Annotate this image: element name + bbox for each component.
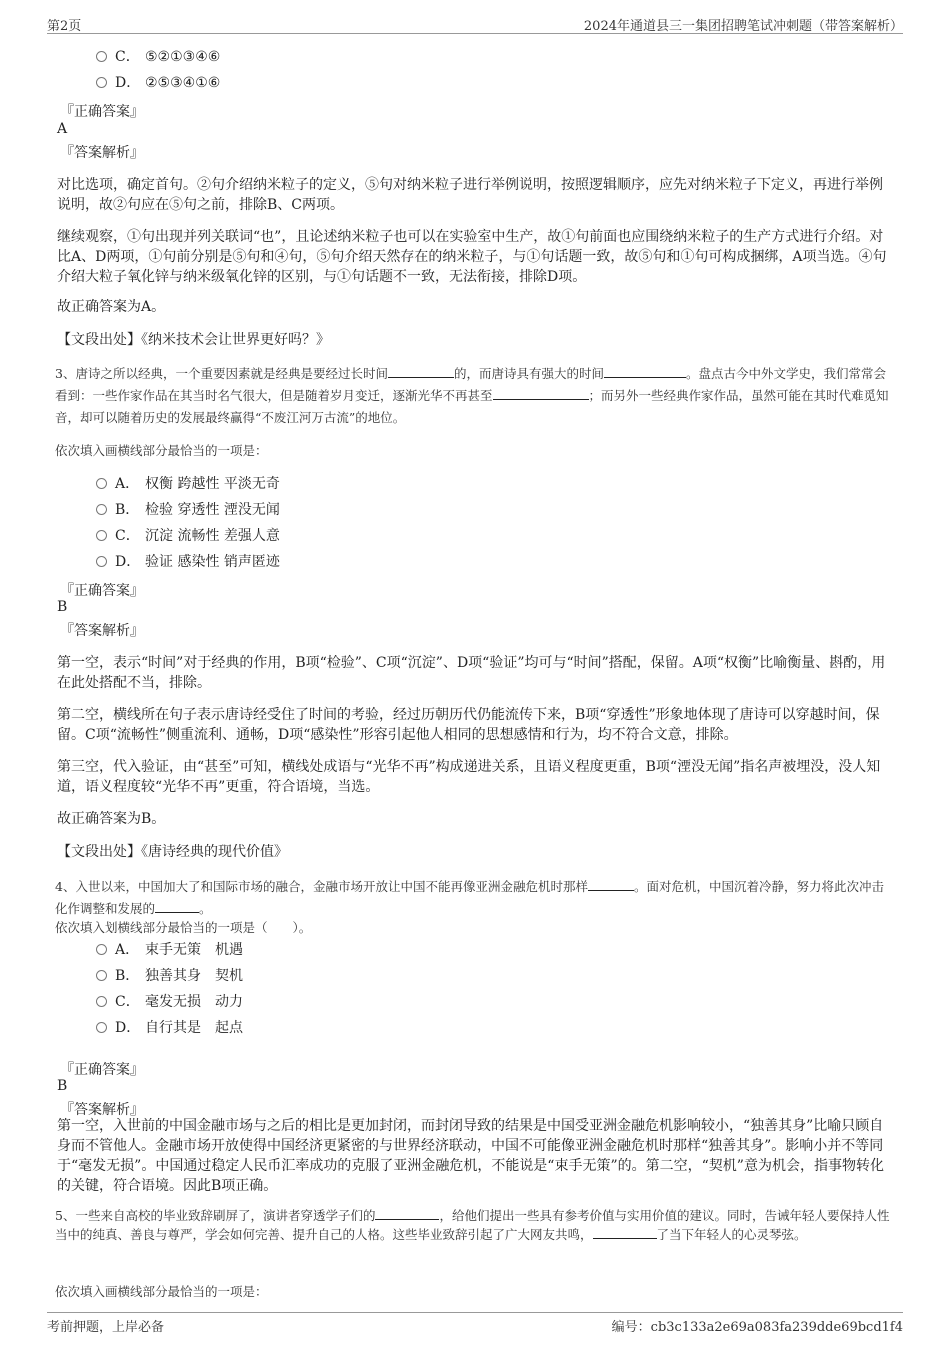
- option-d[interactable]: D． 自行其是 起点: [96, 1018, 243, 1038]
- answer-value: A: [57, 121, 68, 137]
- page-number: 第2页: [47, 19, 82, 34]
- option-d[interactable]: D． 验证 感染性 销声匿迹: [96, 552, 280, 572]
- option-c[interactable]: C． 沉淀 流畅性 差强人意: [96, 526, 280, 546]
- answer-blank: [593, 1225, 657, 1239]
- option-c[interactable]: C． 毫发无损 动力: [96, 992, 243, 1012]
- analysis-paragraph: 第一空，入世前的中国金融市场与之后的相比是更加封闭，而封闭导致的结果是中国受亚洲金融危机影响较小，“独善其身”比喻只顾自身而不管他人。金融市场开放使得中国经济更紧密的与世界经济联动，中国不可能像亚洲金融危机时那样“独善其身”。影响小并不等同于“毫发无损”。中国通过稳定人民币汇率成功的克服了亚洲金融危机，不能说是“束手无策”的。第二空，“契机”意为机会，指事物转化的关键，符合语境。因此B项正确。: [57, 1118, 884, 1194]
- radio-icon[interactable]: [96, 944, 107, 955]
- source-citation: 【文段出处】《纳米技术会让世界更好吗？》: [57, 332, 330, 348]
- analysis-paragraph: 第三空，代入验证，由“甚至”可知，横线处成语与“光华不再”构成递进关系，且语义程度更重，B项“湮没无闻”指名声被埋没，没人知道，语义程度较“光华不再”更重，符合语境，当选。: [57, 759, 881, 795]
- radio-icon[interactable]: [96, 1022, 107, 1033]
- analysis-paragraph: 对比选项，确定首句。②句介绍纳米粒子的定义，⑤句对纳米粒子进行举例说明，按照逻辑顺序，应先对纳米粒子下定义，再进行举例说明，故②句应在⑤句之前，排除B、C两项。: [57, 177, 883, 213]
- answer-label: 『正确答案』: [60, 104, 144, 120]
- question-prompt: 依次填入划横线部分最恰当的一项是（ ）。: [55, 920, 312, 935]
- question-prompt: 依次填入画横线部分最恰当的一项是：: [55, 1284, 268, 1299]
- answer-blank: [588, 877, 634, 891]
- document-title: 2024年通道县三一集团招聘笔试冲刺题（带答案解析）: [583, 19, 903, 34]
- question-stem: 5、一些来自高校的毕业致辞刷屏了，演讲者穿透学子们的 ，给他们提出一些具有参考价值与实用价值的建议。同时，告诫年轻人要保持人性当中的纯真、善良与尊严，学会如何完善、提升自己的人格。这些毕业致辞引起了广大网友共鸣， 了当下年轻人的心灵琴弦。: [55, 1208, 890, 1242]
- analysis-paragraph: 第二空，横线所在句子表示唐诗经受住了时间的考验，经过历朝历代仍能流传下来，B项“穿透性”形象地体现了唐诗可以穿越时间，保留。C项“流畅性”侧重流利、通畅，D项“感染性”形容引起他人相同的思想感情和行为，均不符合文意，排除。: [57, 707, 880, 743]
- option-a[interactable]: A． 束手无策 机遇: [96, 940, 243, 960]
- answer-label: 『正确答案』: [60, 583, 144, 599]
- option-d[interactable]: D． ②⑤③④①⑥: [96, 73, 220, 93]
- page-header: [47, 13, 903, 34]
- analysis-paragraph: 故正确答案为A。: [57, 299, 166, 315]
- option-c[interactable]: C． ⑤②①③④⑥: [96, 47, 220, 67]
- option-a[interactable]: A． 权衡 跨越性 平淡无奇: [96, 474, 280, 494]
- radio-icon[interactable]: [96, 77, 107, 88]
- analysis-paragraph: 继续观察，①句出现并列关联词“也”，且论述纳米粒子也可以在实验室中生产，故①句前面也应围绕纳米粒子的生产方式进行介绍。对比A、D两项，①句前分别是⑤句和④句，⑤句介绍天然存在的纳米粒子，与①句话题一致，故⑤句和①句可构成捆绑，A项当选。④句介绍大粒子氧化锌与纳米级氧化锌的区别，与①句话题不一致，无法衔接，排除D项。: [57, 229, 887, 285]
- footer-slogan: 考前押题，上岸必备: [47, 1320, 165, 1335]
- question-stem: 4、入世以来，中国加大了和国际市场的融合，金融市场开放让中国不能再像亚洲金融危机时那样 。面对危机，中国沉着冷静，努力将此次冲击化作调整和发展的 。: [55, 879, 884, 916]
- radio-icon[interactable]: [96, 996, 107, 1007]
- answer-label: 『正确答案』: [60, 1062, 144, 1078]
- question-prompt: 依次填入画横线部分最恰当的一项是：: [55, 443, 268, 458]
- option-b[interactable]: B． 独善其身 契机: [96, 966, 243, 986]
- radio-icon[interactable]: [96, 970, 107, 981]
- document-id: 编号：cb3c133a2e69a083fa239dde69bcd1f4: [611, 1320, 903, 1335]
- option-b[interactable]: B． 检验 穿透性 湮没无闻: [96, 500, 280, 520]
- page-footer: [47, 1312, 903, 1335]
- analysis-label: 『答案解析』: [60, 623, 144, 639]
- analysis-paragraph: 第一空，表示“时间”对于经典的作用，B项“检验”、C项“沉淀”、D项“验证”均可与“时间”搭配，保留。A项“权衡”比喻衡量、斟酌，用在此处搭配不当，排除。: [57, 655, 886, 691]
- answer-blank: [493, 386, 589, 400]
- answer-value: B: [57, 599, 68, 615]
- radio-icon[interactable]: [96, 530, 107, 541]
- answer-value: B: [57, 1078, 68, 1094]
- analysis-label: 『答案解析』: [60, 145, 144, 161]
- radio-icon[interactable]: [96, 556, 107, 567]
- radio-icon[interactable]: [96, 478, 107, 489]
- answer-blank: [155, 899, 199, 913]
- source-citation: 【文段出处】《唐诗经典的现代价值》: [57, 844, 288, 860]
- radio-icon[interactable]: [96, 51, 107, 62]
- answer-blank: [604, 364, 686, 378]
- question-stem: 3、唐诗之所以经典，一个重要因素就是经典是要经过长时间 的，而唐诗具有强大的时间 。盘点古今中外文学史，我们常常会看到：一些作家作品在其当时名气很大，但是随着岁月变迁，逐渐光华不再甚至 ；而另外一些经典作家作品，虽然可能在其时代难觅知音，却可以随着历史的发展最终赢得“不废江河万古流”的地位。: [55, 366, 889, 425]
- answer-blank: [375, 1206, 439, 1220]
- analysis-label: 『答案解析』: [60, 1102, 144, 1118]
- analysis-paragraph: 故正确答案为B。: [57, 811, 166, 827]
- answer-blank: [388, 364, 454, 378]
- radio-icon[interactable]: [96, 504, 107, 515]
